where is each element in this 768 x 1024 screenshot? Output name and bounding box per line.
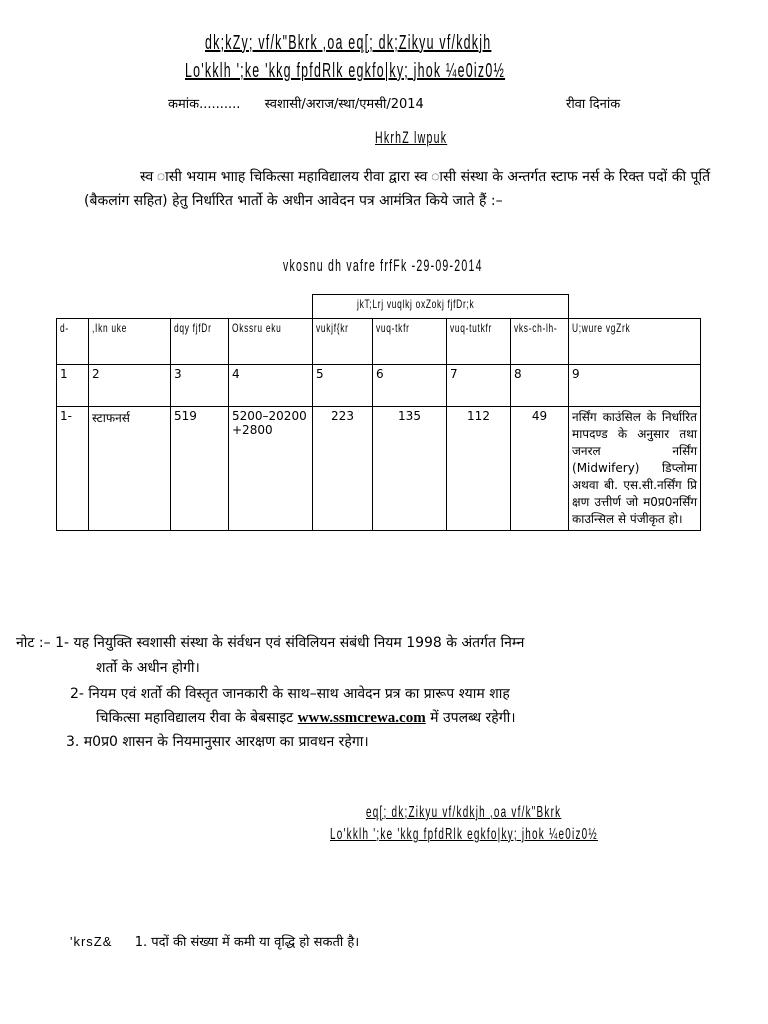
reference-place-date: रीवा दिनांक	[566, 97, 621, 112]
reference-number: स्वशासी/अराज/स्था/एमसी/2014	[264, 97, 424, 112]
colnum-4: 4	[229, 365, 313, 407]
note-3: 3. म0प्र0 शासन के नियमानुसार आरक्षण का प्रावधन रहेगा।	[66, 734, 369, 750]
notice-title: HkrhZ lwpuk	[375, 128, 448, 147]
row-obc: 49	[511, 407, 569, 531]
footnote-label: 'krsZ&	[70, 934, 113, 949]
colnum-1: 1	[57, 365, 89, 407]
category-group-header: jkT;Lrj vuqlkj oxZokj fjfDr;k	[313, 295, 569, 319]
note-2-line-1: 2- नियम एवं शर्तो की विस्तृत जानकारी के साथ–साथ आवेदन प्रत्र का प्रारूप श्याम शाह	[70, 686, 510, 702]
note-1-line-1: नोट :– 1- यह नियुक्ति स्वशासी संस्था के संर्वधन एवं संविलियन संबंधी नियम 1998 के अंतर्गत निम्न	[16, 635, 525, 651]
row-sc: 135	[373, 407, 447, 531]
header-obc: vks-ch-lh-	[511, 319, 569, 365]
header-st: vuq-tutkfr	[447, 319, 511, 365]
header-line-2: Lo'kklh ';ke 'kkg fpfdRlk egkfo|ky; jhok ¼e0iz0½	[185, 60, 506, 82]
application-deadline: vkosnu dh vafre frfFk -29-09-2014	[283, 256, 483, 275]
column-number-row	[57, 365, 701, 407]
row-qualification: नर्सिंग काउंसिल के निर्धारित मापदण्ड के अनुसार तथा जनरल नर्सिंग (Midwifery) डिप्लोमा अथवा बी. एस.सी.नर्सिंग प्रि क्षण उत्तीर्ण जो म0प्र0नर्सिंग काउन्सिल से पंजीकृत हो।	[569, 407, 701, 531]
row-pay: 5200–20200 +2800	[229, 407, 313, 531]
footnote	[70, 932, 359, 950]
note-2-text-after-link: में उपलब्ध रहेगी।	[425, 710, 516, 726]
website-link[interactable]: www.ssmcrewa.com	[297, 710, 426, 726]
header-sno: d-	[57, 319, 89, 365]
colnum-7: 7	[447, 365, 511, 407]
table-row	[57, 407, 701, 531]
header-total: dqy fjfDr	[171, 319, 229, 365]
header-pay: Okssru eku	[229, 319, 313, 365]
row-post: स्टाफनर्स	[89, 407, 171, 531]
colnum-3: 3	[171, 365, 229, 407]
header-qualification: U;wure vgZrk	[569, 319, 701, 365]
note-2-line-2	[96, 708, 516, 727]
colnum-6: 6	[373, 365, 447, 407]
signature-line-2: Lo'kklh ';ke 'kkg fpfdRlk egkfo|ky; jhok ¼e0iz0½	[330, 826, 598, 843]
colnum-8: 8	[511, 365, 569, 407]
colnum-9: 9	[569, 365, 701, 407]
row-unreserved: 223	[313, 407, 373, 531]
intro-paragraph: स्व ासी भयाम भााह चिकित्सा महाविद्यालय रीवा द्वारा स्व ासी संस्था के अन्तर्गत स्टाफ नर्स के रिक्त पदों की पूर्ति (बैकलांग सहित) हेतु निर्धारित भार्तो के अधीन आवेदन पत्र आमंत्रित किये जाते हैं :–	[84, 169, 711, 209]
header-post: ,Ikn uke	[89, 319, 171, 365]
row-sno: 1-	[57, 407, 89, 531]
vacancy-table	[56, 294, 701, 531]
header-line-1: dk;kZy; vf/k"Bkrk ,oa eq[; dk;Zikyu vf/kdkjh	[205, 32, 492, 54]
header-unreserved: vukjf{kr	[313, 319, 373, 365]
note-2-text-before-link: चिकित्सा महाविद्यालय रीवा के बेबसाइट	[96, 710, 298, 726]
colnum-5: 5	[313, 365, 373, 407]
signature-line-1: eq[; dk;Zikyu vf/kdkjh ,oa vf/k"Bkrk	[366, 804, 562, 821]
reference-kramank: कमांक..........	[168, 97, 241, 112]
table-header-row	[57, 319, 701, 365]
note-1-line-2: शर्तो के अधीन होगी।	[96, 660, 200, 676]
colnum-2: 2	[89, 365, 171, 407]
footnote-text: 1. पदों की संख्या में कमी या वृद्धि हो सकती है।	[134, 935, 360, 950]
row-st: 112	[447, 407, 511, 531]
header-sc: vuq-tkfr	[373, 319, 447, 365]
row-total: 519	[171, 407, 229, 531]
reference-line	[168, 94, 424, 112]
